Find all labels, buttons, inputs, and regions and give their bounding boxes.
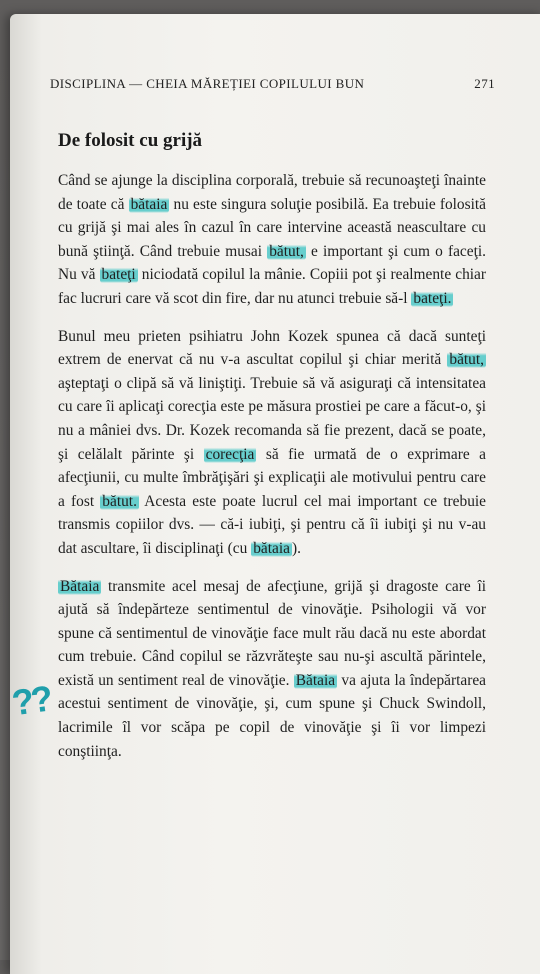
paragraph (58, 325, 486, 561)
highlighted-word: bătaia (253, 539, 290, 557)
highlighted-word: corecţia (205, 445, 255, 463)
highlighted-word: bătut, (269, 242, 304, 260)
text-run: să fie urmată de o exprimare a afecţiunii, cu multe îmbrăţişări şi explicaţii ale motivului pentru care a fost (58, 445, 486, 510)
text-run: aşteptaţi o clipă să vă liniştiţi. Trebuie să vă asiguraţi că intensitatea cu care îi aplicaţi corecţia este pe măsura prostiei pe care a făcut-o, şi nu a mâniei dvs. Dr. Kozek recomanda să fie prezent, dacă se poate, şi celălalt părinte şi (58, 374, 486, 463)
paragraph (58, 575, 486, 764)
running-title: DISCIPLINA — CHEIA MĂREȚIEI COPILULUI BUN (50, 76, 365, 91)
text-run: e important şi cum o faceţi. Nu vă (58, 242, 486, 284)
paragraph (58, 169, 486, 311)
highlighted-word: Bătaia (295, 671, 336, 689)
highlighted-word: bătaia (130, 195, 168, 213)
highlighted-word: bateţi. (413, 289, 452, 307)
highlighted-word: bătut. (102, 492, 137, 510)
page-number: 271 (474, 76, 495, 91)
section-heading: De folosit cu grijă (58, 130, 203, 151)
text-run: transmite acel mesaj de afecţiune, grijă şi dragoste care îi ajută să îndepărteze sentimentul de vinovăţie. Psihologii vă vor spune că sentimentul de vinovăţie face mult rău dacă nu este abordat cum trebuie. Când copilul se răzvrăteşte sau nu-şi ascultă părintele, există un sentiment real de vinovăţie. (58, 577, 486, 689)
text-run: va ajuta la îndepărtarea acestui sentiment de vinovăţie, şi, cum spune şi Chuck Swindoll, lacrimile îl vor scăpa pe copil de vinovăţie şi îi vor limpezi conştiinţa. (58, 671, 486, 760)
handwritten-question-marks: ?? (9, 677, 53, 724)
text-run: Când se ajunge la disciplina corporală, trebuie să recunoaşteţi înainte de toate că (58, 172, 486, 213)
text-run: ). (291, 539, 301, 557)
highlighted-word: bătut, (449, 351, 484, 369)
text-run: nu este singura soluţie posibilă. Ea trebuie folosită cu grijă şi mai ales în cazul în care intervine această neascultare cu bună ştiinţă. Când trebuie musai (58, 195, 486, 260)
highlighted-word: Bătaia (60, 577, 100, 595)
body-text (58, 169, 486, 777)
text-run: niciodată copilul la mânie. Copiii pot şi realmente chiar fac lucruri care vă scot din fire, dar nu atunci trebuie să-l (58, 266, 486, 307)
running-head (50, 76, 495, 92)
text-run: Bunul meu prieten psihiatru John Kozek spunea că dacă sunteţi extrem de enervat că nu v-a ascultat copilul şi chiar merită (58, 327, 486, 369)
text-run: Acesta este poate lucrul cel mai important ce trebuie transmis copiilor dvs. — că-i iubiţi, şi pentru că îi iubiţi şi nu v-au dat ascultare, îi disciplinaţi (cu (58, 492, 486, 557)
highlighted-word: bateţi (101, 266, 136, 284)
